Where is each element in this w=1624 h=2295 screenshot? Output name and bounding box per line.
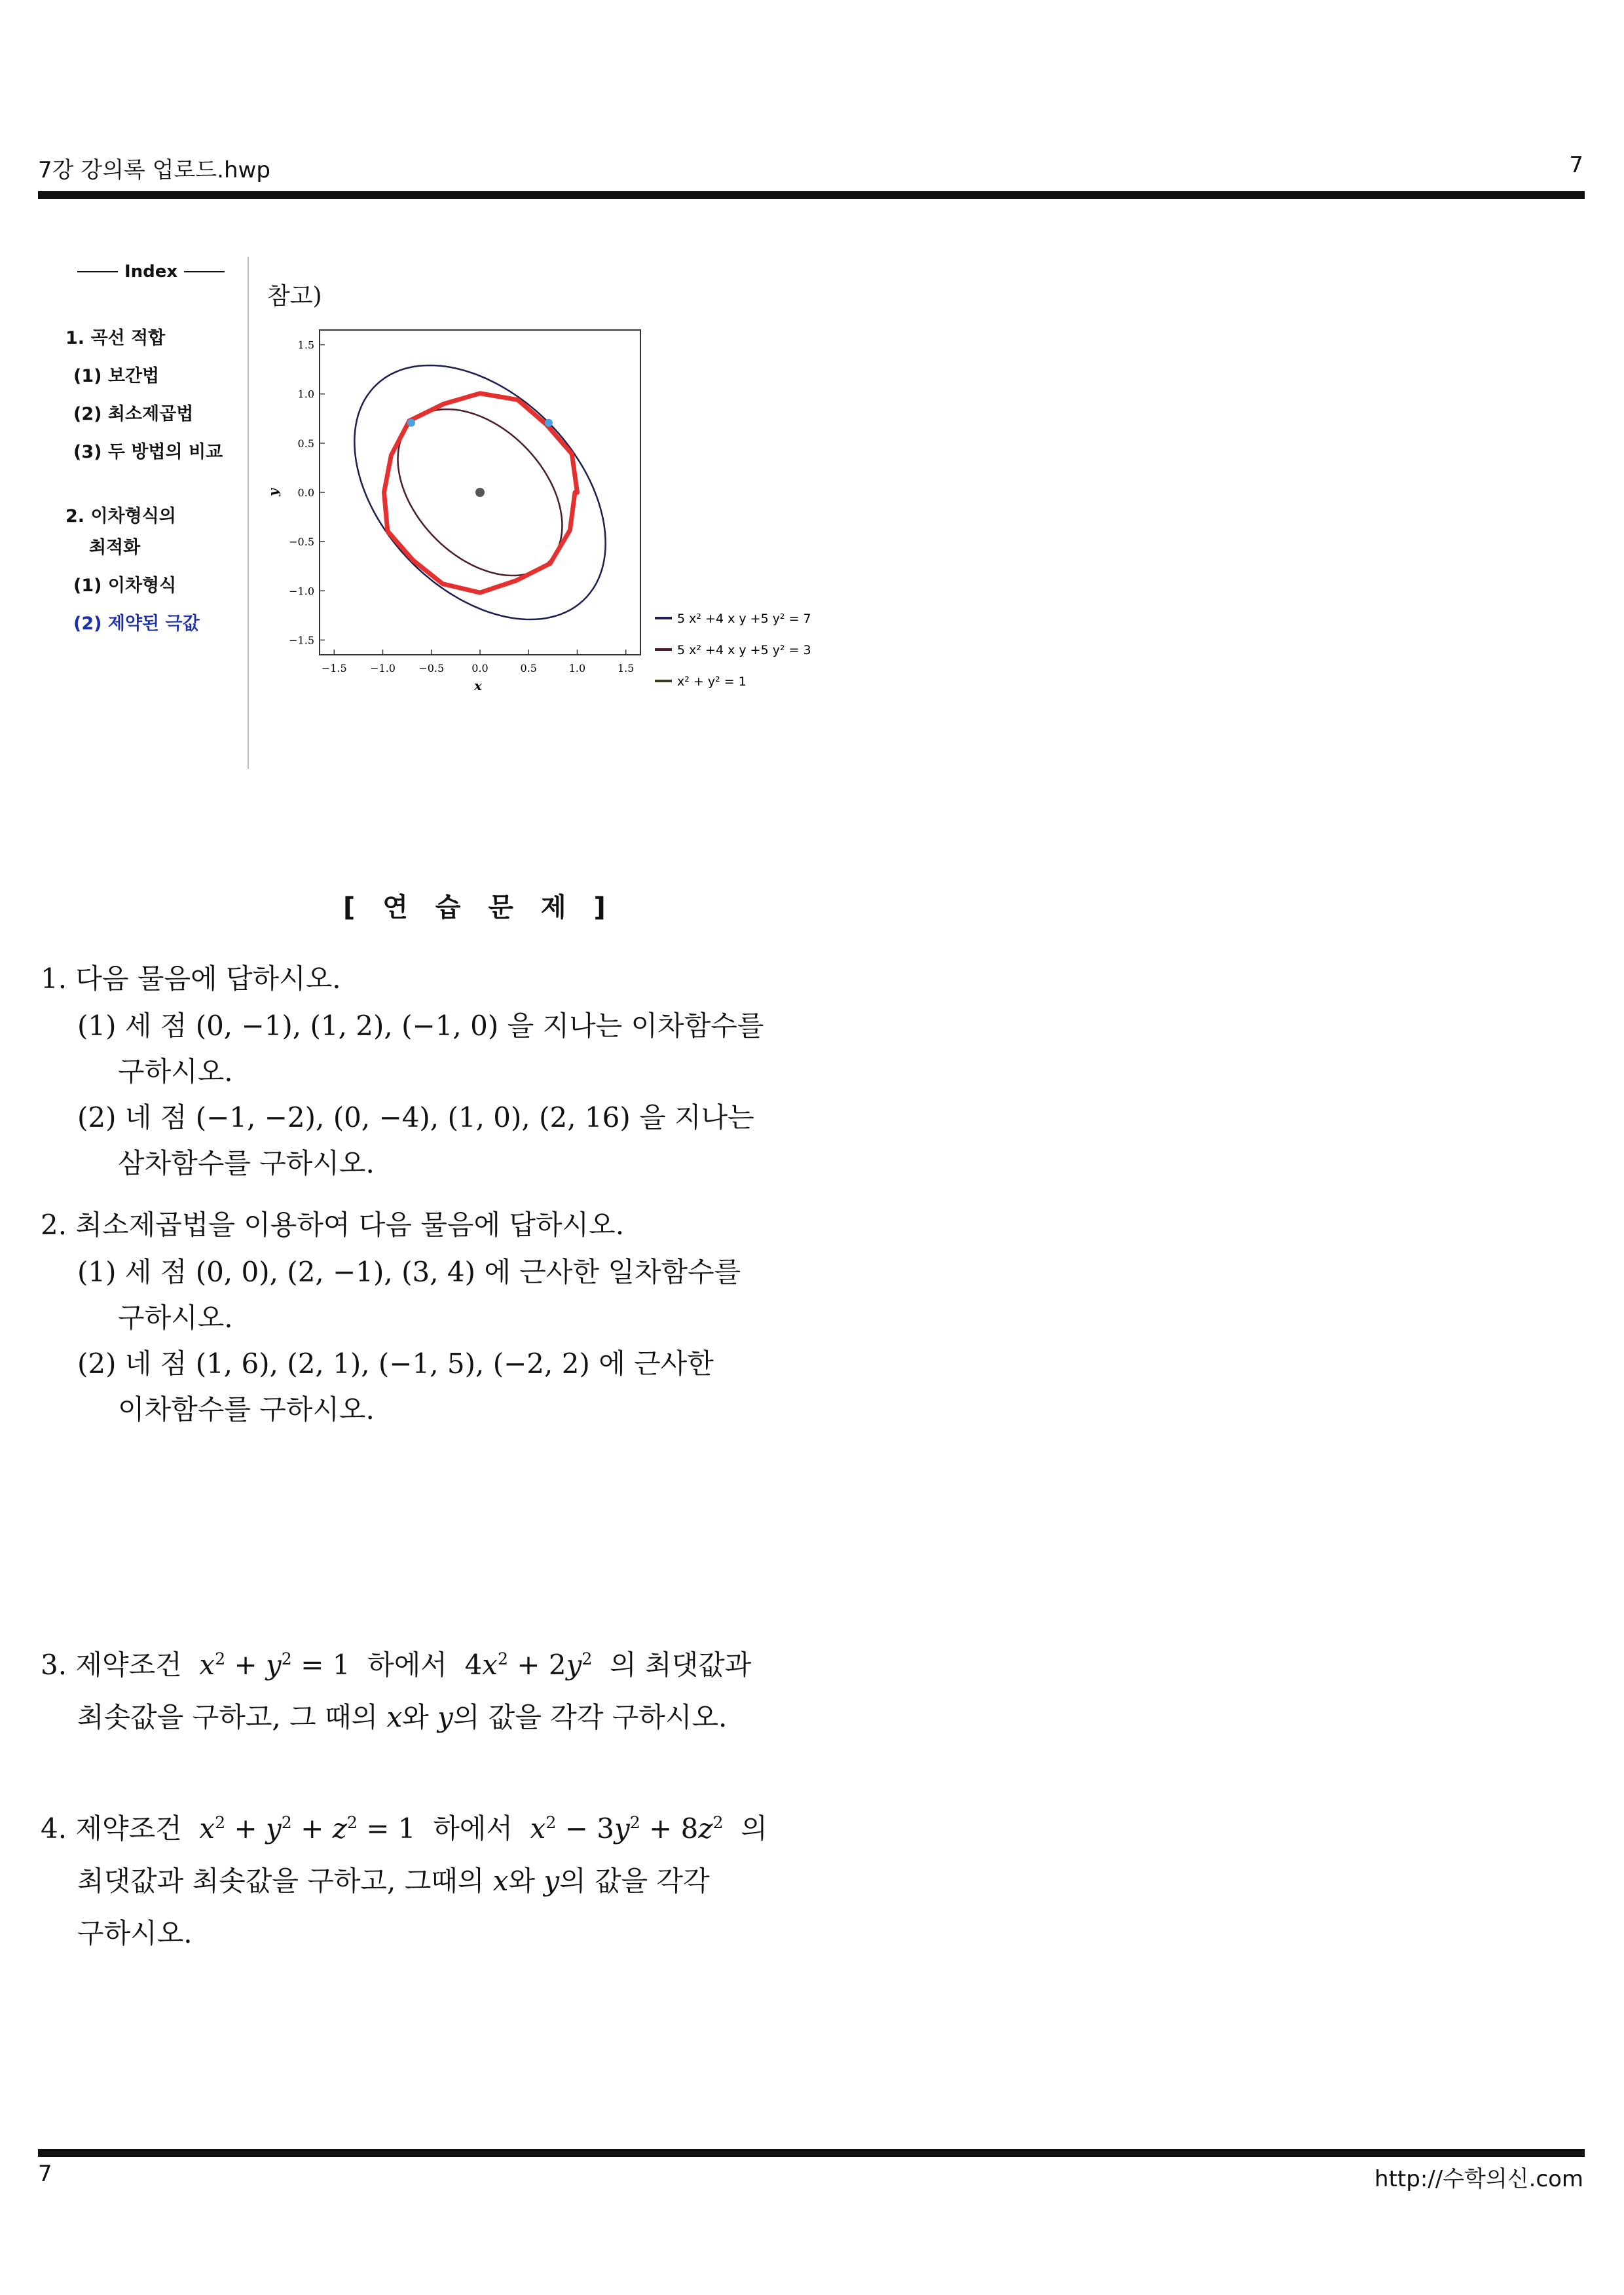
index-divider	[248, 257, 249, 769]
problem-4-objective: $x^2 - 3y^2 + 8z^2$	[530, 1812, 724, 1845]
problem-3-line-2: 최솟값을 구하고, 그 때의 x와 y의 값을 각각 구하시오.	[77, 1701, 728, 1733]
index-item-constrained-extrema[interactable]: (2) 제약된 극값	[73, 614, 200, 634]
plot-points	[407, 419, 553, 427]
problem-3-text-a: 최솟값을 구하고, 그 때의	[77, 1701, 378, 1733]
problem-4-under: 하에서	[433, 1812, 513, 1845]
exercise-title: [ 연 습 문 제 ]	[343, 892, 615, 923]
header-page-number: 7	[1569, 152, 1583, 178]
index-title-dash-left	[77, 271, 118, 272]
legend-label-1: 5 x² +4 x y +5 y² = 7	[677, 612, 811, 626]
y-tick-label: 1.5	[297, 339, 314, 352]
problem-3-constraint: $x^2 + y^2 = 1$	[199, 1649, 350, 1681]
problem-3-text-c: 의 값을 각각 구하시오.	[452, 1701, 728, 1733]
footer-page-number: 7	[38, 2161, 52, 2187]
x-tick-label: −1.0	[370, 662, 396, 674]
x-tick-label: −1.5	[321, 662, 347, 674]
x-tick-label: 0.5	[520, 662, 537, 674]
footer-rule	[38, 2149, 1585, 2157]
problem-4-constraint: $x^2 + y^2 + z^2 = 1$	[199, 1812, 416, 1845]
index-title	[77, 262, 225, 282]
ellipse-chart	[262, 314, 851, 720]
y-tick-label: −1.0	[289, 585, 314, 598]
index-item-quadratic-form[interactable]: (1) 이차형식	[73, 576, 177, 596]
origin-marker	[475, 488, 485, 497]
index-item-quadratic-form-optimization-cont[interactable]: 최적화	[89, 538, 141, 558]
y-tick-label: −1.5	[289, 634, 314, 647]
problem-3-under: 하에서	[367, 1649, 447, 1681]
problem-3-text-b: 와	[402, 1701, 429, 1733]
problem-1-1-text-cont: 구하시오.	[118, 1056, 233, 1088]
document-title: 7강 강의록 업로드.hwp	[38, 157, 270, 183]
problem-2-1-text-cont: 구하시오.	[118, 1302, 233, 1334]
y-tick-label: 0.0	[297, 487, 314, 499]
problem-2-2-text-cont: 이차함수를 구하시오.	[118, 1393, 375, 1425]
problem-3-line-1	[41, 1643, 751, 1683]
index-item-interpolation[interactable]: (1) 보간법	[73, 366, 160, 386]
problem-4-text-a: 최댓값과 최솟값을 구하고, 그때의	[77, 1865, 485, 1897]
y-tick-label: 0.5	[297, 437, 314, 450]
problem-3-intro: 3. 제약조건	[41, 1649, 182, 1681]
problem-2-text: 2. 최소제곱법을 이용하여 다음 물음에 답하시오.	[41, 1209, 625, 1241]
index-item-quadratic-form-optimization[interactable]: 2. 이차형식의	[65, 506, 176, 526]
y-tick-label: 1.0	[297, 388, 314, 401]
x-tick-label: 1.5	[618, 662, 635, 674]
tangent-point	[407, 419, 415, 427]
problem-1-text: 1. 다음 물음에 답하시오.	[41, 963, 341, 995]
problem-2-2-text: (2) 네 점 (1, 6), (2, 1), (−1, 5), (−2, 2) 에 근사한	[77, 1348, 714, 1380]
x-axis-label: x	[474, 678, 482, 693]
legend-label-3: x² + y² = 1	[677, 674, 747, 689]
chart-legend	[655, 612, 811, 689]
header-rule	[38, 191, 1585, 199]
y-axis-label: y	[265, 488, 281, 496]
index-item-least-squares[interactable]: (2) 최소제곱법	[73, 404, 194, 424]
x-tick-label: −0.5	[418, 662, 445, 674]
problem-4-goal: 의	[741, 1812, 767, 1845]
problem-4-text-c: 의 값을 각각	[559, 1865, 710, 1897]
problem-4-line-2: 최댓값과 최솟값을 구하고, 그때의 x와 y의 값을 각각	[77, 1865, 710, 1897]
x-tick-label: 0.0	[471, 662, 489, 674]
problem-1-2-text: (2) 네 점 (−1, −2), (0, −4), (1, 0), (2, 16) 을 지나는	[77, 1101, 754, 1133]
index-item-comparison[interactable]: (3) 두 방법의 비교	[73, 442, 223, 462]
index-list	[65, 320, 223, 643]
problem-4-intro: 4. 제약조건	[41, 1812, 182, 1845]
problem-3-objective: $4x^2 + 2y^2$	[464, 1649, 593, 1681]
problem-1-2-text-cont: 삼차함수를 구하시오.	[118, 1147, 375, 1179]
index-title-dash-right	[184, 271, 225, 272]
footer-url[interactable]: http://수학의신.com	[1375, 2166, 1583, 2192]
note-label: 참고)	[267, 283, 322, 310]
problem-4-line-3: 구하시오.	[77, 1917, 193, 1949]
tangent-point	[545, 419, 553, 427]
legend-label-2: 5 x² +4 x y +5 y² = 3	[677, 643, 811, 657]
problem-4-line-1	[41, 1807, 767, 1846]
problem-4-text-b: 와	[508, 1865, 536, 1897]
index-item-curve-fitting[interactable]: 1. 곡선 적합	[65, 328, 166, 348]
problem-3-goal: 의 최댓값과	[610, 1649, 752, 1681]
problem-1-1-text: (1) 세 점 (0, −1), (1, 2), (−1, 0) 을 지나는 이차함수를	[77, 1010, 764, 1042]
x-tick-label: 1.0	[568, 662, 586, 674]
axis-ticks	[289, 339, 634, 674]
problem-2-1-text: (1) 세 점 (0, 0), (2, −1), (3, 4) 에 근사한 일차함수를	[77, 1256, 741, 1288]
y-tick-label: −0.5	[289, 536, 314, 549]
index-title-label: Index	[124, 262, 178, 282]
